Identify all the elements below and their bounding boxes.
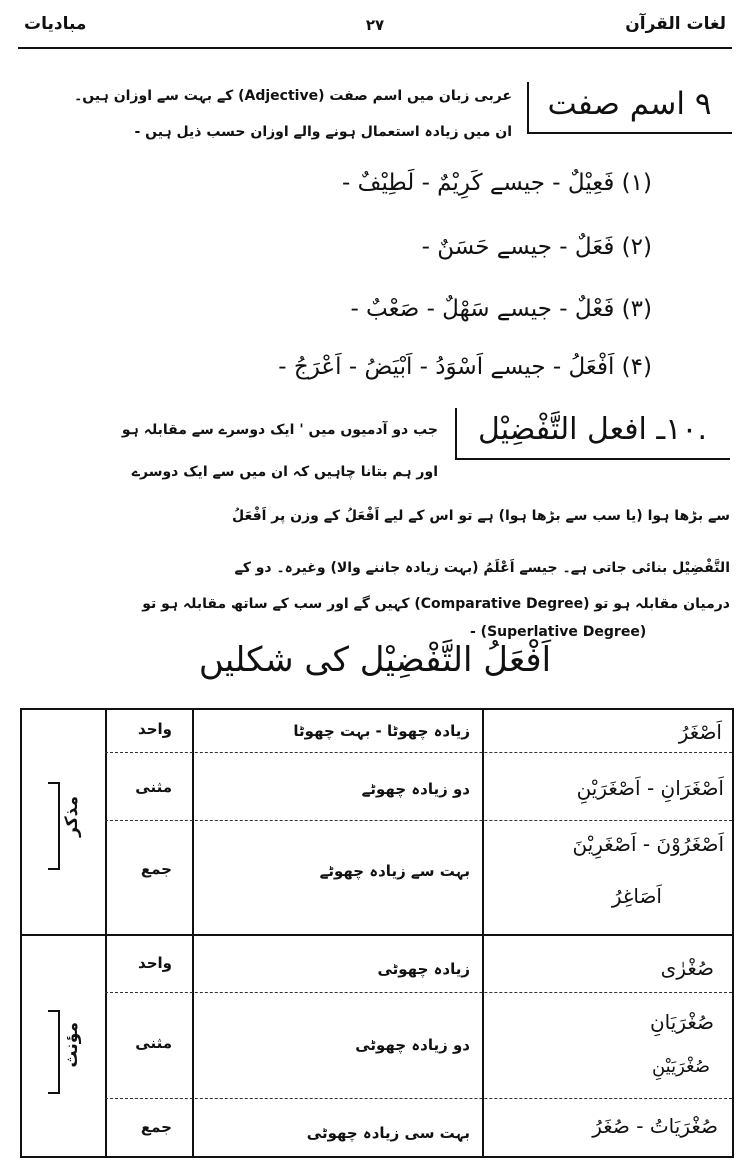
meaning-cell: زیادہ چھوٹا - بہت چھوٹا (293, 722, 470, 740)
chapter-title: مبادیات (24, 14, 87, 34)
meaning-cell: دو زیادہ چھوٹے (361, 780, 470, 798)
row-divider (105, 820, 732, 821)
form-cell: صُغْرَيَاتُ - صُغَرُ (592, 1114, 718, 1138)
page-header (18, 14, 732, 42)
feminine-bracket (48, 1010, 60, 1094)
table-title: اَفْعَلُ التَّفْضِيْل کی شکلیں (198, 640, 552, 680)
section-10-line-6: (Superlative Degree) - (470, 624, 647, 640)
row-divider (105, 1098, 732, 1099)
group-divider (22, 934, 732, 936)
form-cell: اَصْغَرَانِ - اَصْغَرَيْنِ (576, 776, 724, 800)
pattern-2: (۲) فَعَلٌ - جیسے حَسَنٌ - (421, 234, 652, 260)
pattern-3: (۳) فَعْلٌ - جیسے سَهْلٌ - صَعْبٌ - (350, 296, 652, 322)
masculine-group-label: مذکر (62, 796, 82, 837)
row-divider (105, 992, 732, 993)
section-10-heading: .۱۰ـ افعل التَّفْضِيْل (455, 410, 730, 460)
number-cell: واحد (138, 720, 172, 738)
page-number: ۲۷ (365, 16, 385, 34)
meaning-cell: بہت سے زیادہ چھوٹے (319, 862, 470, 880)
number-cell: واحد (138, 954, 172, 972)
section-10-line-1: جب دو آدمیوں میں ' ایک دوسرے سے مقابلہ ہو (121, 422, 438, 438)
form-cell: صُغْرَيَيْنِ (651, 1056, 710, 1077)
pattern-4: (۴) اَفْعَلُ - جیسے اَسْوَدُ - اَبْيَضُ - اَعْرَجُ - (278, 354, 652, 380)
section-9-text-line-2: ان میں زیادہ استعمال ہونے والے اوزان حسب ذیل ہیں - (134, 124, 512, 140)
number-cell: جمع (140, 1118, 172, 1136)
header-rule (18, 47, 732, 49)
form-cell: اَصَاغِرُ (611, 884, 662, 908)
book-title: لغات القرآن (625, 14, 726, 34)
section-9-heading: ۹ اسم صفت (527, 84, 732, 134)
form-cell: صُغْرَيَانِ (649, 1010, 714, 1034)
number-cell: مثنی (135, 1034, 172, 1052)
section-9-text-line-1: عربی زبان میں اسم صفت (Adjective) کے بہت سے اوزان ہیں۔ (74, 88, 512, 104)
number-cell: مثنی (135, 778, 172, 796)
section-10-line-5: درمیان مقابلہ ہو تو (Comparative Degree) کہیں گے اور سب کے ساتھ مقابلہ ہو تو (142, 596, 730, 612)
table-divider (482, 710, 484, 1156)
row-divider (105, 752, 732, 753)
form-cell: صُغْرٰی (660, 956, 714, 980)
pattern-1: (۱) فَعِیْلٌ - جیسے کَرِیْمٌ - لَطِیْفٌ - (342, 170, 652, 196)
table-divider (105, 710, 107, 1156)
number-cell: جمع (140, 860, 172, 878)
meaning-cell: بہت سی زیادہ چھوٹی (306, 1124, 470, 1142)
form-cell: اَصْغَرُ (678, 720, 722, 744)
section-10-line-3: سے بڑھا ہوا (یا سب سے بڑھا ہوا) ہے تو اس کے لیے اَفْعَلُ کے وزن پر اَفْعَلُ (232, 508, 730, 524)
feminine-group-label: مؤنث (62, 1022, 82, 1068)
meaning-cell: دو زیادہ چھوٹی (355, 1036, 470, 1054)
meaning-cell: زیادہ چھوٹی (377, 960, 470, 978)
table-divider (192, 710, 194, 1156)
section-10-line-4: التَّفْضِيْل بنائی جاتی ہے۔ جیسے اَعْلَمُ (بہت زیادہ جاننے والا) وغیرہ۔ دو کے (234, 560, 730, 576)
comparative-forms-table (20, 708, 734, 1158)
form-cell: اَصْغَرُوْنَ - اَصْغَرِيْنَ (572, 832, 724, 856)
masculine-bracket (48, 782, 60, 870)
section-10-line-2: اور ہم بتانا چاہیں کہ ان میں سے ایک دوسرے (131, 464, 438, 480)
